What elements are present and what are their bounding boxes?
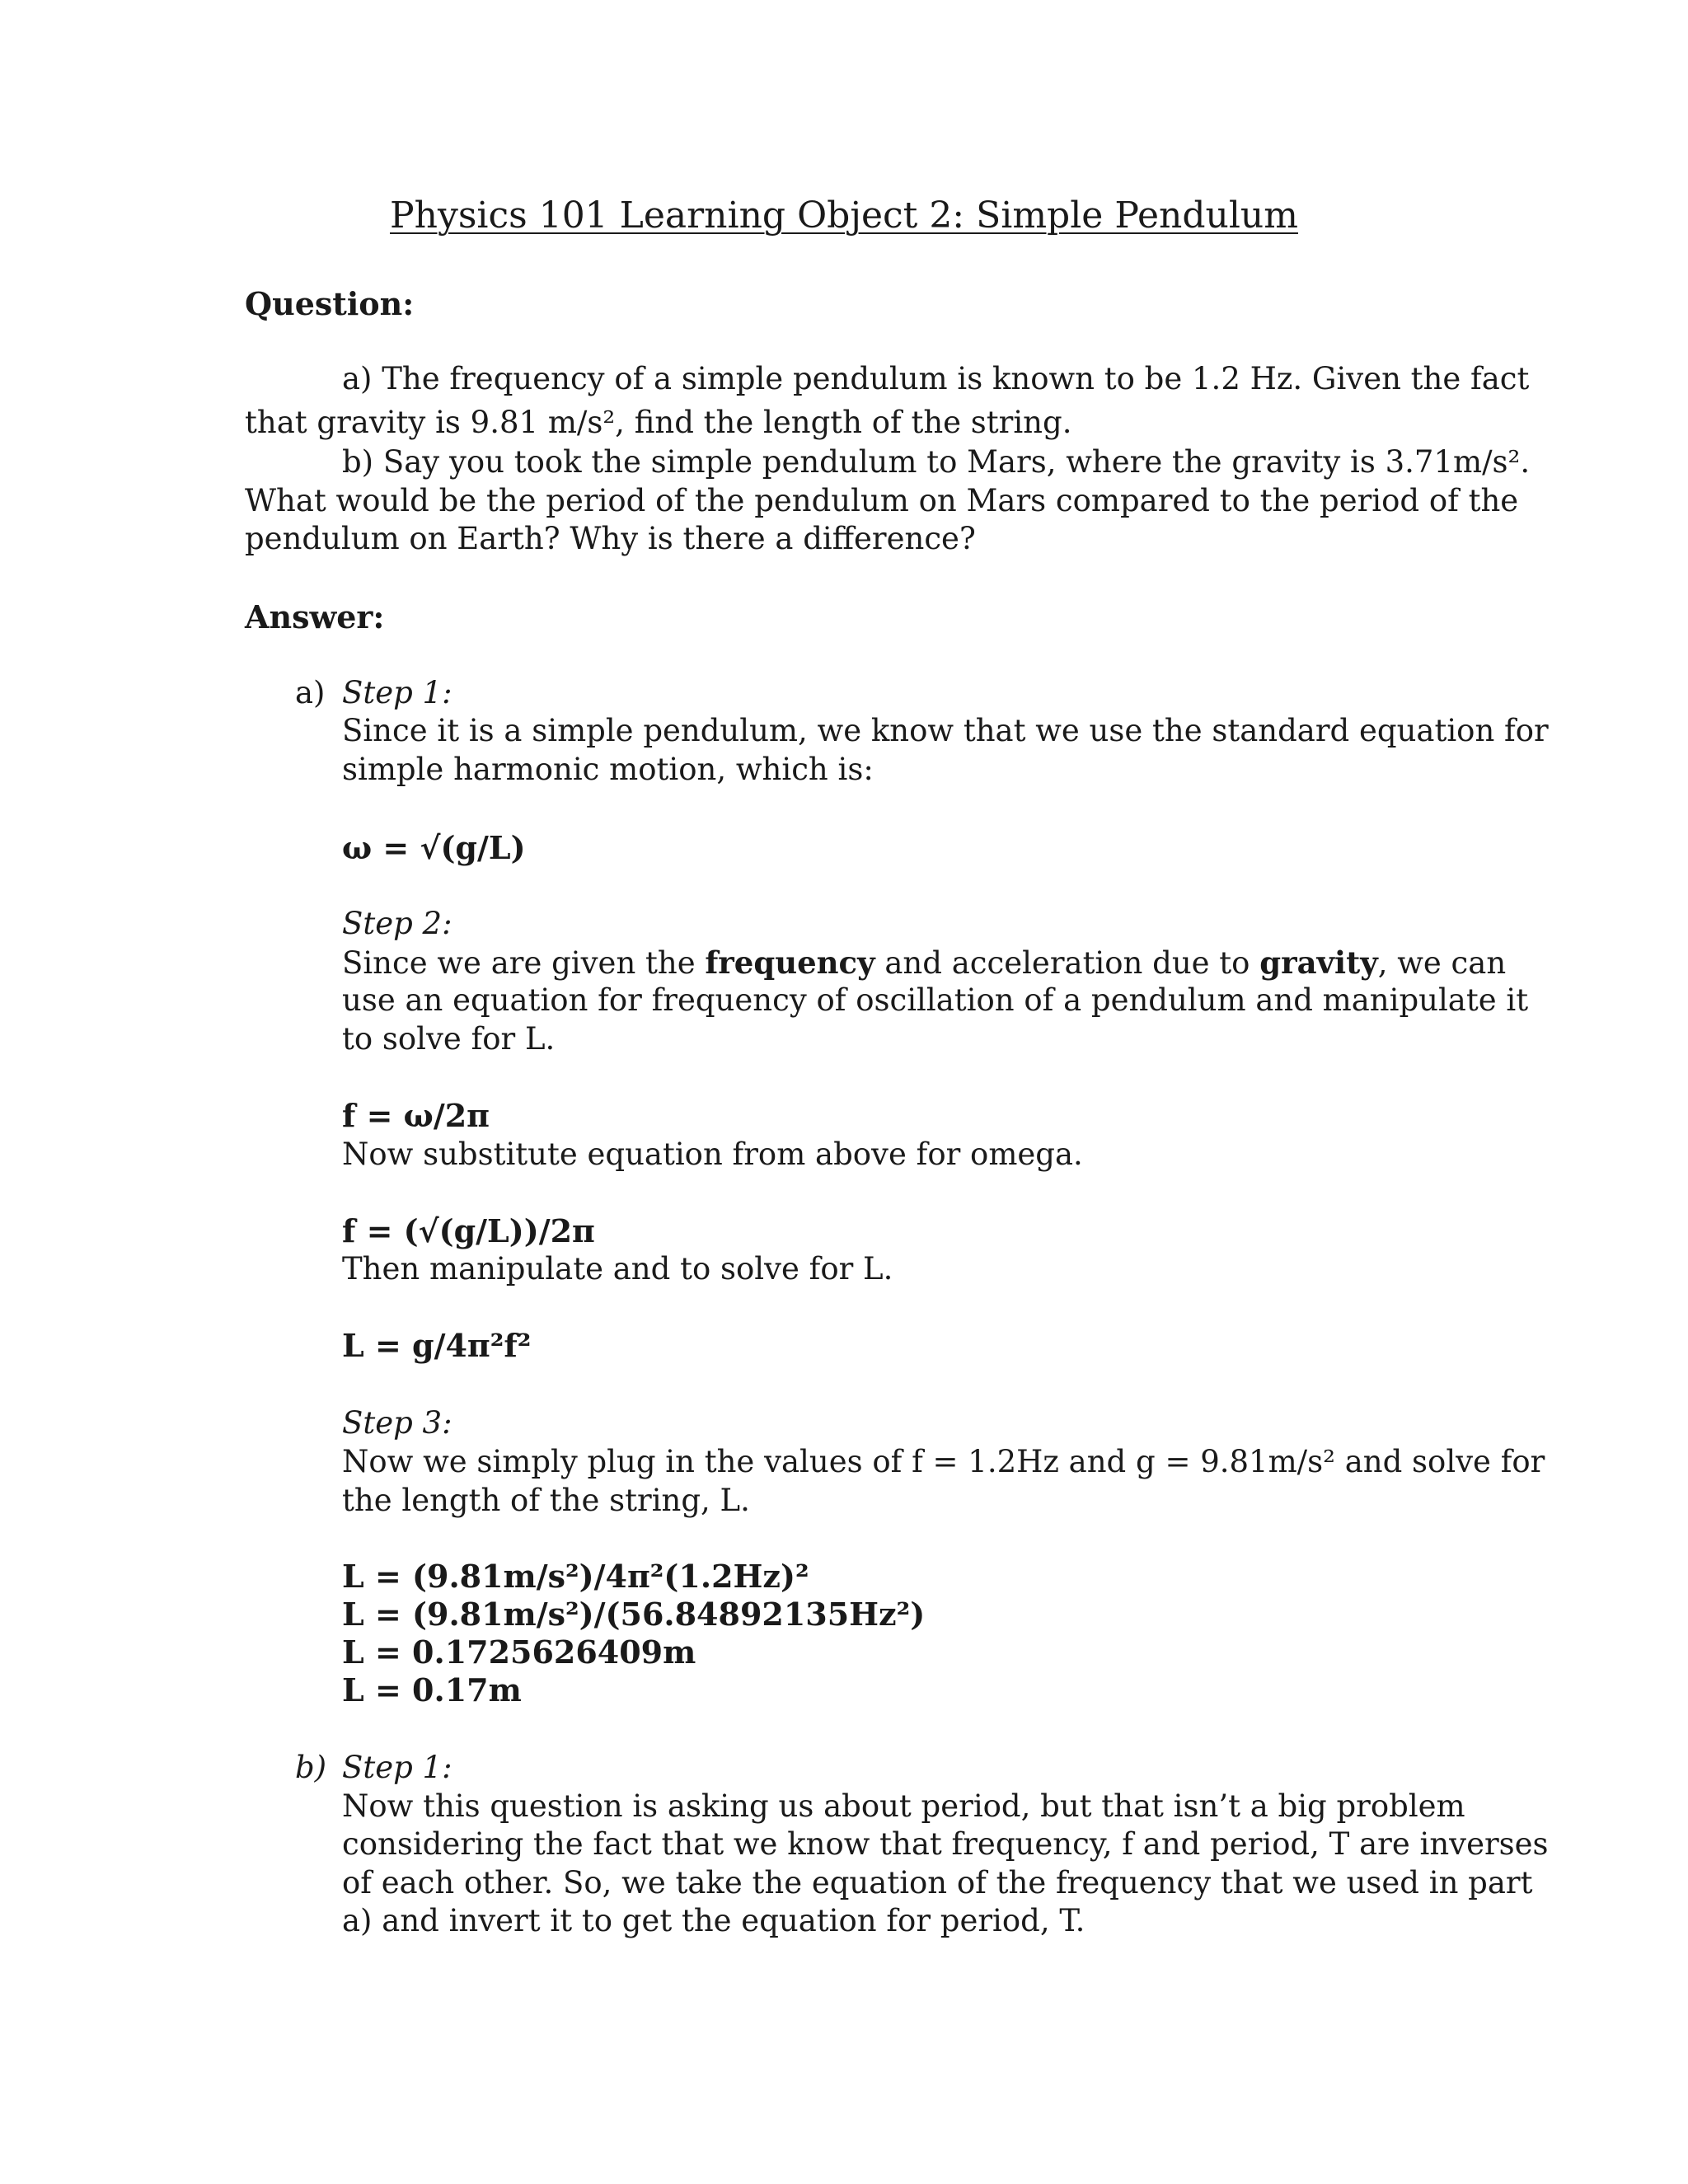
step2-text-pre: Since we are given the [342,945,706,981]
answer-b-step1-line-1: Now this question is asking us about period, but that isn’t a big problem [342,1788,1465,1824]
calc-line-3: L = 0.1725626409m [342,1633,696,1671]
question-b-line-2: What would be the period of the pendulum on Mars compared to the period of the [245,483,1519,518]
gravity-emphasis: gravity [1259,944,1378,981]
omega-equation: ω = √(g/L) [342,829,526,866]
frequency-emphasis: frequency [705,944,875,981]
frequency-equation: f = ω/2π [342,1097,490,1134]
answer-a-step3-line-2: the length of the string, L. [342,1483,750,1518]
page-title-text: Physics 101 Learning Object 2: Simple Pendulum [390,194,1298,237]
question-b-line-3: pendulum on Earth? Why is there a difference? [245,521,976,556]
answer-a-step2-line-1 [342,943,1506,983]
answer-b-step1-line-2: considering the fact that we know that frequency, f and period, T are inverses [342,1826,1549,1862]
answer-heading: Answer: [245,598,385,635]
answer-a-step2-line-3: to solve for L. [342,1021,556,1057]
question-a-line-1: a) The frequency of a simple pendulum is known to be 1.2 Hz. Given the fact [342,361,1530,396]
answer-a-step3-label: Step 3: [342,1405,452,1441]
answer-a-step2-line-2: use an equation for frequency of oscillation of a pendulum and manipulate it [342,982,1529,1018]
manipulate-note: Then manipulate and to solve for L. [342,1251,893,1286]
answer-a-step1-line-1: Since it is a simple pendulum, we know that we use the standard equation for [342,713,1549,748]
calc-line-2: L = (9.81m/s²)/(56.84892135Hz²) [342,1596,926,1633]
answer-a-step2-label: Step 2: [342,906,452,941]
answer-b-step1-line-3: of each other. So, we take the equation of the frequency that we used in part [342,1865,1533,1900]
step2-text-post: , we can [1377,945,1507,981]
answer-a-step3-line-1: Now we simply plug in the values of f = 1.2Hz and g = 9.81m/s² and solve for [342,1444,1545,1479]
page-title [0,191,1688,241]
question-a-line-2: that gravity is 9.81 m/s², find the length of the string. [245,405,1072,440]
calc-line-1: L = (9.81m/s²)/4π²(1.2Hz)² [342,1558,809,1595]
answer-a-marker: a) [295,675,326,710]
answer-a-step1-line-2: simple harmonic motion, which is: [342,752,874,787]
step2-text-mid: and acceleration due to [874,945,1260,981]
length-equation: L = g/4π²f² [342,1327,532,1364]
substitute-note: Now substitute equation from above for omega. [342,1137,1083,1172]
answer-b-step1-label: Step 1: [342,1750,452,1785]
question-b-line-1: b) Say you took the simple pendulum to Mars, where the gravity is 3.71m/s². [342,444,1531,480]
question-heading: Question: [245,285,415,322]
substituted-equation: f = (√(g/L))/2π [342,1212,595,1249]
calc-line-4: L = 0.17m [342,1671,522,1708]
answer-a-step1-label: Step 1: [342,675,452,710]
answer-b-step1-line-4: a) and invert it to get the equation for period, T. [342,1903,1085,1938]
answer-b-marker: b) [295,1750,327,1785]
